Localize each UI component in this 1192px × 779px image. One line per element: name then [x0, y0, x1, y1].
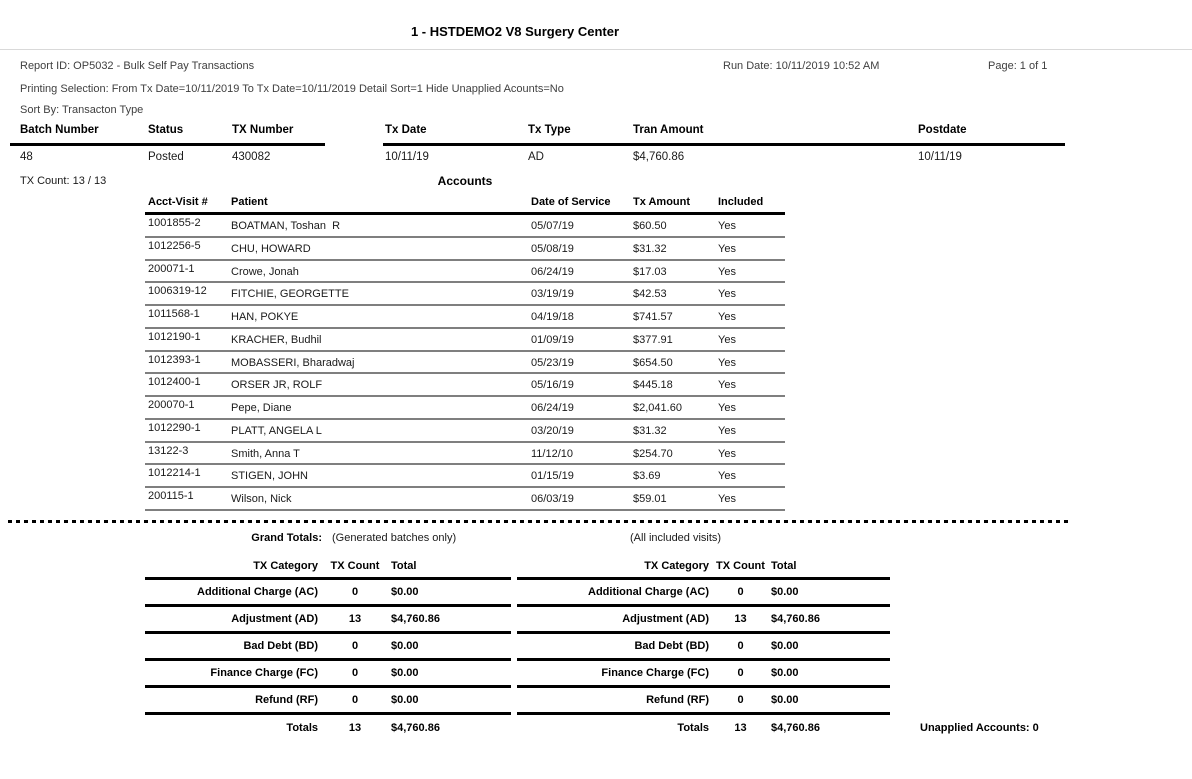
totals-category: Finance Charge (FC): [601, 667, 709, 679]
totals-count: 0: [351, 694, 359, 706]
account-acct-visit: 200070-1: [148, 399, 195, 411]
accounts-table-header: [145, 195, 785, 215]
totals-count: 0: [737, 586, 744, 598]
account-date-of-service: 05/16/19: [531, 379, 574, 392]
grand-totals-divider: [8, 520, 1070, 523]
tx-category-header: TX Category: [644, 560, 709, 572]
totals-count: 0: [351, 640, 359, 652]
totals-amount: $0.00: [771, 586, 799, 598]
total-header: Total: [391, 560, 417, 572]
account-row: [145, 465, 785, 488]
totals-sum-amount: $4,760.86: [391, 722, 440, 734]
account-patient: Pepe, Diane: [231, 402, 292, 414]
included-totals-header: [517, 556, 890, 580]
account-patient: Wilson, Nick: [231, 493, 292, 505]
totals-category: Adjustment (AD): [231, 613, 318, 625]
tx-number-value: 430082: [232, 151, 271, 163]
totals-amount: $4,760.86: [391, 613, 440, 625]
tx-date-header: Tx Date: [385, 124, 427, 136]
grand-totals-label: Grand Totals:: [251, 532, 322, 544]
totals-category: Refund (RF): [255, 694, 318, 706]
account-row: [145, 420, 785, 443]
totals-row: [517, 634, 890, 661]
generated-totals-sum-row: [145, 715, 511, 742]
account-acct-visit: 200115-1: [148, 490, 194, 502]
account-tx-amount: $42.53: [633, 288, 667, 301]
account-acct-visit: 1012400-1: [148, 376, 201, 389]
account-acct-visit: 200071-1: [148, 262, 195, 275]
account-acct-visit: 1012290-1: [148, 421, 201, 434]
totals-row: [517, 607, 890, 634]
totals-row: [517, 580, 890, 607]
account-included: Yes: [718, 242, 736, 255]
totals-category: Refund (RF): [646, 694, 709, 706]
totals-label: Totals: [286, 722, 318, 734]
postdate-value: 10/11/19: [918, 151, 962, 163]
totals-amount: $4,760.86: [771, 613, 820, 625]
tx-count: TX Count: 13 / 13: [20, 175, 107, 187]
account-tx-amount: $3.69: [633, 470, 661, 483]
account-acct-visit: 1012393-1: [148, 353, 201, 366]
account-acct-visit: 1001855-2: [148, 217, 201, 229]
totals-count: 13: [734, 613, 747, 625]
account-date-of-service: 03/20/19: [531, 424, 574, 437]
account-date-of-service: 05/07/19: [531, 220, 574, 232]
totals-label: Totals: [677, 722, 709, 734]
totals-amount: $0.00: [771, 640, 799, 652]
account-tx-amount: $2,041.60: [633, 402, 682, 414]
account-patient: KRACHER, Budhil: [231, 333, 322, 346]
account-date-of-service: 04/19/18: [531, 311, 574, 323]
account-patient: Crowe, Jonah: [231, 265, 299, 278]
totals-amount: $0.00: [391, 667, 419, 679]
totals-row: [145, 634, 511, 661]
totals-category: Additional Charge (AC): [588, 586, 709, 598]
account-date-of-service: 05/08/19: [531, 242, 574, 255]
totals-category: Finance Charge (FC): [210, 667, 318, 679]
totals-sum-amount: $4,760.86: [771, 722, 820, 734]
tran-amount-header: Tran Amount: [633, 124, 704, 136]
totals-amount: $0.00: [391, 694, 419, 706]
tx-count-header: TX Count: [716, 560, 765, 572]
totals-row: [145, 580, 511, 607]
account-row: [145, 283, 785, 306]
totals-sum-count: 13: [734, 722, 747, 734]
account-tx-amount: $60.50: [633, 220, 667, 232]
account-acct-visit: 1012214-1: [148, 467, 201, 480]
account-included: Yes: [718, 220, 736, 232]
account-patient: STIGEN, JOHN: [231, 470, 309, 483]
totals-amount: $0.00: [391, 586, 419, 598]
account-row: [145, 397, 785, 420]
tx-category-header: TX Category: [253, 560, 318, 572]
totals-category: Bad Debt (BD): [634, 640, 709, 652]
account-row: [145, 261, 785, 284]
account-tx-amount: $254.70: [633, 447, 673, 460]
account-included: Yes: [718, 288, 736, 301]
account-date-of-service: 01/09/19: [531, 333, 574, 346]
batch-header-underline-left: [10, 143, 325, 146]
totals-row: [517, 661, 890, 688]
account-included: Yes: [718, 333, 736, 346]
account-row: [145, 488, 785, 511]
account-included: Yes: [718, 356, 736, 369]
account-patient: ORSER JR, ROLF: [231, 379, 323, 392]
totals-category: Bad Debt (BD): [243, 640, 318, 652]
account-included: Yes: [718, 265, 736, 278]
acct-visit-header: Acct-Visit #: [148, 196, 208, 208]
account-tx-amount: $377.91: [633, 333, 673, 346]
totals-category: Adjustment (AD): [622, 613, 709, 625]
tx-amount-header: Tx Amount: [633, 196, 691, 208]
accounts-table: [145, 195, 785, 511]
account-tx-amount: $31.32: [633, 242, 667, 255]
batch-header-underline-right: [383, 143, 1065, 146]
generated-totals-header: [145, 556, 511, 580]
status-value: Posted: [148, 151, 184, 163]
account-date-of-service: 06/24/19: [531, 402, 574, 414]
account-tx-amount: $59.01: [633, 493, 667, 505]
account-row: [145, 352, 785, 375]
totals-row: [517, 688, 890, 715]
account-acct-visit: 1012256-5: [148, 239, 201, 252]
account-included: Yes: [718, 379, 736, 392]
account-date-of-service: 05/23/19: [531, 356, 574, 369]
batch-row: [20, 151, 1065, 163]
all-included-caption: (All included visits): [630, 532, 722, 544]
totals-count: 0: [737, 640, 744, 652]
account-acct-visit: 1006319-12: [148, 285, 207, 298]
account-included: Yes: [718, 447, 736, 460]
account-acct-visit: 13122-3: [148, 444, 189, 457]
totals-row: [145, 607, 511, 634]
totals-row: [145, 688, 511, 715]
batch-table-header: [20, 124, 1065, 136]
totals-amount: $0.00: [771, 694, 799, 706]
account-tx-amount: $741.57: [633, 311, 673, 323]
account-tx-amount: $654.50: [633, 356, 673, 369]
page-number: Page: 1 of 1: [988, 60, 1048, 72]
account-patient: Smith, Anna T: [231, 447, 300, 460]
total-header: Total: [771, 560, 797, 572]
account-patient: MOBASSERI, Bharadwaj: [231, 356, 355, 369]
date-of-service-header: Date of Service: [531, 196, 611, 208]
generated-batches-caption: (Generated batches only): [332, 532, 457, 544]
included-totals-table: [517, 556, 890, 742]
totals-count: 0: [351, 667, 359, 679]
account-date-of-service: 03/19/19: [531, 288, 574, 301]
totals-category: Additional Charge (AC): [197, 586, 318, 598]
tx-count-header: TX Count: [330, 560, 380, 572]
unapplied-accounts: Unapplied Accounts: 0: [920, 722, 1039, 734]
account-included: Yes: [718, 493, 736, 505]
totals-count: 13: [348, 613, 362, 625]
totals-amount: $0.00: [391, 640, 419, 652]
sort-by: Sort By: Transacton Type: [20, 104, 144, 116]
account-patient: HAN, POKYE: [231, 311, 299, 323]
postdate-header: Postdate: [918, 124, 967, 136]
account-patient: PLATT, ANGELA L: [231, 424, 322, 437]
batch-number-header: Batch Number: [20, 124, 99, 136]
account-row: [145, 329, 785, 352]
header-divider: [0, 49, 1192, 50]
account-patient: CHU, HOWARD: [231, 242, 311, 255]
account-date-of-service: 01/15/19: [531, 470, 574, 483]
account-date-of-service: 11/12/10: [531, 447, 574, 460]
account-tx-amount: $445.18: [633, 379, 673, 392]
run-date: Run Date: 10/11/2019 10:52 AM: [723, 60, 880, 72]
tran-amount-value: $4,760.86: [633, 151, 685, 163]
generated-totals-table: [145, 556, 511, 742]
account-included: Yes: [718, 470, 736, 483]
account-included: Yes: [718, 311, 736, 323]
account-date-of-service: 06/03/19: [531, 493, 574, 505]
report-id: Report ID: OP5032 - Bulk Self Pay Transactions: [20, 60, 255, 72]
totals-count: 0: [737, 694, 744, 706]
page-title: 1 - HSTDEMO2 V8 Surgery Center: [410, 24, 620, 39]
tx-type-header: Tx Type: [528, 124, 571, 136]
account-date-of-service: 06/24/19: [531, 265, 574, 278]
tx-number-header: TX Number: [232, 124, 294, 136]
batch-number-value: 48: [20, 151, 33, 163]
printing-selection: Printing Selection: From Tx Date=10/11/2019 To Tx Date=10/11/2019 Detail Sort=1 Hide Unapplied Acounts=No: [20, 83, 564, 95]
accounts-section-title: Accounts: [437, 174, 493, 188]
account-included: Yes: [718, 424, 736, 437]
account-row: [145, 306, 785, 329]
included-totals-sum-row: [517, 715, 890, 742]
account-row: [145, 238, 785, 261]
tx-type-value: AD: [528, 151, 544, 163]
status-header: Status: [148, 124, 184, 136]
account-included: Yes: [718, 402, 736, 414]
totals-count: 0: [737, 667, 744, 679]
totals-count: 0: [351, 586, 359, 598]
included-header: Included: [718, 196, 764, 208]
patient-header: Patient: [231, 196, 268, 208]
account-acct-visit: 1011568-1: [148, 308, 200, 320]
account-acct-visit: 1012190-1: [148, 330, 201, 343]
totals-row: [145, 661, 511, 688]
account-patient: FITCHIE, GEORGETTE: [231, 288, 349, 301]
account-tx-amount: $17.03: [633, 265, 667, 278]
totals-amount: $0.00: [771, 667, 799, 679]
totals-sum-count: 13: [348, 722, 362, 734]
account-patient: BOATMAN, Toshan R: [231, 220, 341, 232]
account-row: [145, 215, 785, 238]
account-row: [145, 374, 785, 397]
account-tx-amount: $31.32: [633, 424, 667, 437]
tx-date-value: 10/11/19: [385, 151, 429, 163]
account-row: [145, 443, 785, 466]
